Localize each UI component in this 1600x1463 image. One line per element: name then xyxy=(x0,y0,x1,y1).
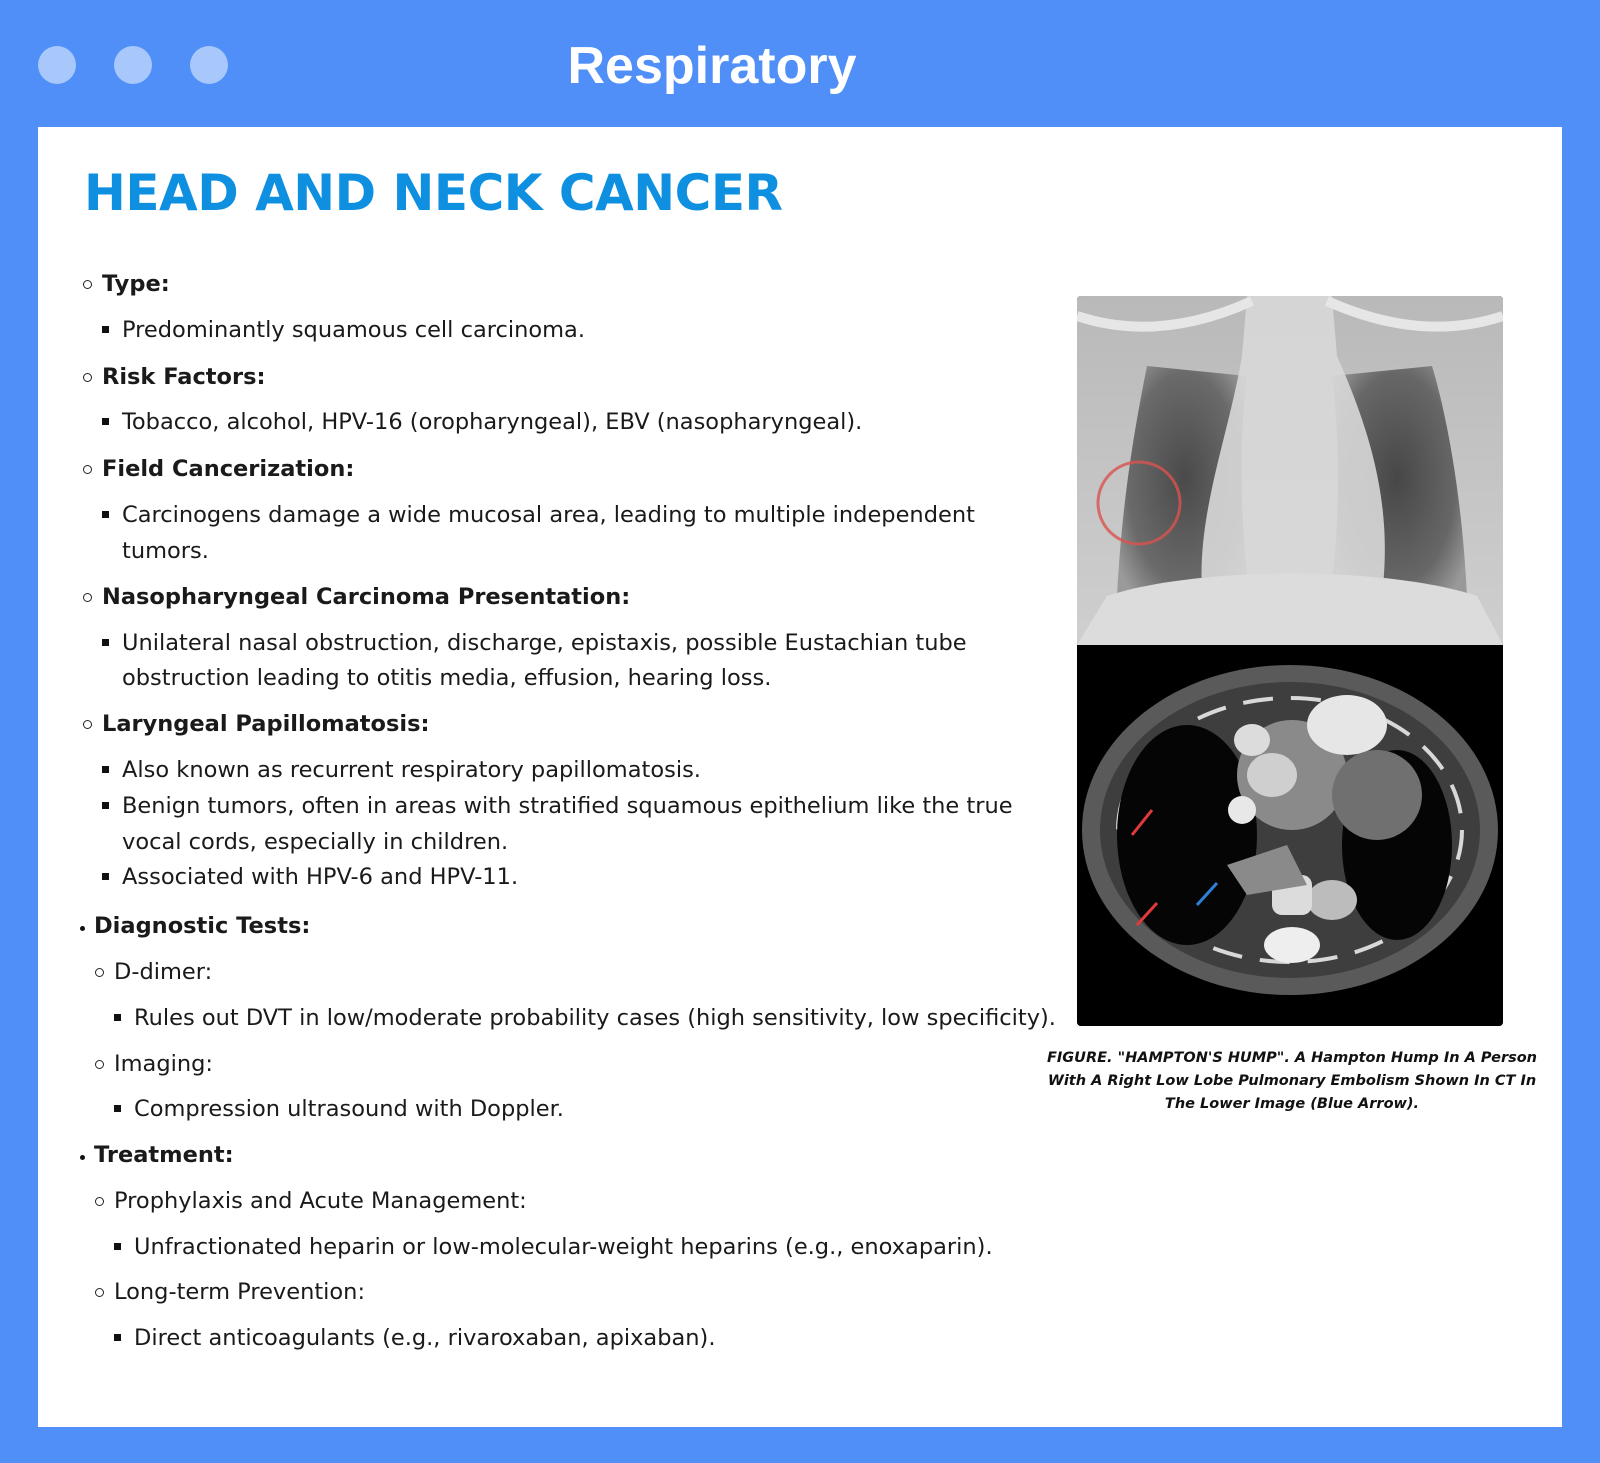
list-item-text: vocal cords, especially in children. xyxy=(122,829,509,855)
document-heading: HEAD AND NECK CANCER xyxy=(84,164,783,222)
circle-bullet-icon xyxy=(95,1060,104,1069)
section-heading: Laryngeal Papillomatosis: xyxy=(102,711,430,737)
circle-bullet-icon xyxy=(95,1197,104,1206)
circle-bullet-icon xyxy=(83,593,92,602)
list-item-text: Imaging: xyxy=(114,1051,213,1077)
list-item-text: Predominantly squamous cell carcinoma. xyxy=(122,317,585,343)
section-heading: Risk Factors: xyxy=(102,364,266,390)
list-item-text: Rules out DVT in low/moderate probability cases (high sensitivity, low specificity). xyxy=(134,1005,1056,1031)
window-titlebar xyxy=(0,0,1600,127)
outline-list xyxy=(38,127,1056,1427)
square-bullet-icon xyxy=(114,1243,121,1250)
disc-bullet-icon xyxy=(80,1155,85,1160)
circle-bullet-icon xyxy=(83,373,92,382)
list-item-text: Prophylaxis and Acute Management: xyxy=(114,1188,527,1214)
list-item-text: Associated with HPV-6 and HPV-11. xyxy=(122,864,519,890)
list-item-text: Compression ultrasound with Doppler. xyxy=(134,1096,564,1122)
list-item-text: Direct anticoagulants (e.g., rivaroxaban, apixaban). xyxy=(134,1325,716,1351)
square-bullet-icon xyxy=(102,326,109,333)
figure-caption: FIGURE. "HAMPTON'S HUMP". A Hampton Hump In A Person With A Right Low Lobe Pulmonary Embolism Shown In CT In The Lower Image (Blue Arrow). xyxy=(1046,1050,1538,1112)
section-heading: Nasopharyngeal Carcinoma Presentation: xyxy=(102,584,631,610)
list-item-text: Tobacco, alcohol, HPV-16 (oropharyngeal), EBV (nasopharyngeal). xyxy=(122,409,863,435)
square-bullet-icon xyxy=(102,639,109,646)
section-heading: Diagnostic Tests: xyxy=(94,913,311,939)
square-bullet-icon xyxy=(102,511,109,518)
list-item-text: Also known as recurrent respiratory papillomatosis. xyxy=(122,757,701,783)
square-bullet-icon xyxy=(114,1105,121,1112)
square-bullet-icon xyxy=(102,873,109,880)
list-item-text: Unilateral nasal obstruction, discharge, epistaxis, possible Eustachian tube xyxy=(122,630,967,656)
section-heading: Field Cancerization: xyxy=(102,456,355,482)
circle-bullet-icon xyxy=(83,280,92,289)
document-page xyxy=(38,127,1562,1427)
square-bullet-icon xyxy=(114,1014,121,1021)
list-item-text: obstruction leading to otitis media, effusion, hearing loss. xyxy=(122,665,772,691)
list-item-text: Carcinogens damage a wide mucosal area, leading to multiple independent xyxy=(122,502,975,528)
circle-bullet-icon xyxy=(83,465,92,474)
list-item-text: tumors. xyxy=(122,538,209,564)
window-title: Respiratory xyxy=(567,37,857,95)
circle-bullet-icon xyxy=(95,968,104,977)
list-item-text: D-dimer: xyxy=(114,959,213,985)
section-heading: Treatment: xyxy=(94,1142,234,1168)
list-item-text: Long-term Prevention: xyxy=(114,1279,366,1305)
disc-bullet-icon xyxy=(80,926,85,931)
list-item-text: Unfractionated heparin or low-molecular-weight heparins (e.g., enoxaparin). xyxy=(134,1234,993,1260)
circle-bullet-icon xyxy=(83,720,92,729)
square-bullet-icon xyxy=(114,1334,121,1341)
section-heading: Type: xyxy=(102,271,170,297)
medical-figure xyxy=(1077,296,1503,1026)
circle-bullet-icon xyxy=(95,1288,104,1297)
square-bullet-icon xyxy=(102,766,109,773)
list-item-text: Benign tumors, often in areas with stratified squamous epithelium like the true xyxy=(122,793,1013,819)
chest-xray-image xyxy=(1077,296,1503,645)
square-bullet-icon xyxy=(102,418,109,425)
square-bullet-icon xyxy=(102,802,109,809)
chest-ct-image xyxy=(1077,645,1503,1026)
